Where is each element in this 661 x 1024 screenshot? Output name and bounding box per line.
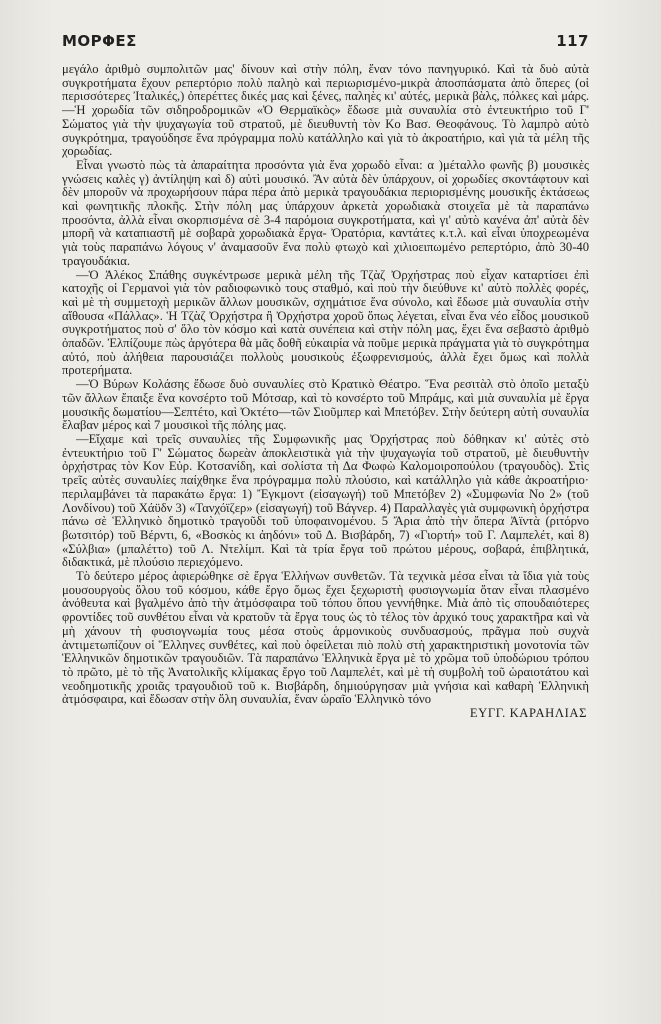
page-number: 117: [556, 32, 589, 50]
paragraph-continued: μεγάλο ἀριθμὸ συμπολιτῶν μας' δίνουν καὶ στὴν πόλη, ἕναν τόνο πανηγυρικό. Καὶ τὰ δυὸ αὐτὰ συγκροτήματα ἔχουν ρεπερτόριο πολὺ παληὸ καὶ περιωρισμένο-μικρὰ ἀποσπάσματα ἀπὸ ὄπερες (οἱ περισσότερες Ἰταλικές,) ὀπερέττες δικές μας καὶ ξένες, παληὲς κι' αὐτές, μερικὰ βὰλς, πόλκες καὶ μάρς.—Ἡ χορωδία τῶν σιδηροδρομικῶν «Ὁ Θερμαϊκὸς» ἔδωσε μιὰ συναυλία στὸ ἐντευκτήριο τοῦ Γ' Σώματος γιὰ τὴν ψυχαγωγία τοῦ στρατοῦ, μὲ διευθυντὴ τὸν Κο Βασ. Θεοφάνους. Τὸ λαμπρὸ αὐτὸ συγκρότημα, τραγούδησε ἕνα πρόγραμμα πολὺ κατάλληλο καὶ γιὰ τὸ ἀκροατήριο, καὶ γιὰ τὰ μέλη τῆς χορωδίας.: [62, 62, 589, 159]
paragraph-symphonic-concerts: —Εἴχαμε καὶ τρεῖς συναυλίες τῆς Συμφωνικῆς μας Ὀρχήστρας ποὺ δόθηκαν κι' αὐτὲς στὸ ἐντευκτήριο τοῦ Γ' Σώματος δωρεὰν ἀποκλειστικὰ γιὰ τὴν ψυχαγωγία τοῦ στρατοῦ, μὲ διευθυντὴν ὀρχήστρας τὸν Κον Εὐρ. Κοτσανίδη, καὶ σολίστα τὴ Δα Φωφὼ Καλομοιροπούλου (τραγουδὸς). Στὶς τρεῖς αὐτὲς συναυλίες παίχθηκε ἕνα πρόγραμμα πολὺ πλούσιο, καὶ κατάλληλο γιὰ κάθε ἀκροατήριο· περιλαμβάνει τὰ παρακάτω ἔργα: 1) Ἔγκμοντ (εἰσαγωγή) τοῦ Μπετόβεν 2) «Συμφωνία Νο 2» (τοῦ Λονδίνου) τοῦ Χάϋδν 3) «Τανχόϊζερ» (εἰσαγωγή) τοῦ Βάγνερ. 4) Παραλλαγὲς γιὰ συμφωνικὴ ὀρχήστρα πάνω σὲ Ἑλληνικὸ δημοτικὸ τραγοῦδι τοῦ ὑποφαινομένου. 5 Ἄρια ἀπὸ τὴν ὄπερα Ἀϊντὰ (ριτόρνο βωτσιτόρ) τοῦ Βέρντι, 6, «Βοσκὸς κι ἀηδόνι» τοῦ Δ. Βισβάρδη, 7) «Γιορτή» τοῦ Γ. Λαμπελέτ, καὶ 8) «Σύλβια» (μπαλέττο) τοῦ Λ. Ντελίμπ. Καὶ τὰ τρία ἔργα τοῦ πρώτου μέρους, σοβαρά, ἐπιβλητικά, διδακτικά, μὲ πλούσιο περιεχόμενο.: [62, 431, 589, 570]
article-body: [62, 63, 589, 721]
signature-line: [62, 707, 589, 721]
paragraph-choir-qualities: Εἶναι γνωστὸ πὼς τὰ ἀπαραίτητα προσόντα γιὰ ἕνα χορωδὸ εἶναι: α )μέταλλο φωνῆς β) μουσικὲς γνώσεις καλὲς γ) ἀντίληψη καὶ δ) αὐτὶ μουσικό. Ἂν αὐτὰ δὲν ὑπάρχουν, οἱ χορωδίες σκοντάφτουν καὶ δὲν μποροῦν νὰ προχωρήσουν πάρα πέρα ἀπὸ μερικὰ τραγουδάκια περιορισμένης μουσικῆς ἐκτάσεως καὶ φωνητικῆς πλοκῆς. Στὴν πόλη μας ὑπάρχουν ἀρκετὰ χορωδιακὰ στοιχεῖα μὲ τὰ παραπάνω προσόντα, ἀλλὰ εἶναι σκορπισμένα σὲ 3-4 παρόμοια συγκροτήματα, καὶ γι' αὐτὸ κανένα ἀπ' αὐτὰ δὲν μπορῆ νὰ καταπιαστῆ μὲ σοβαρὰ χορωδιακὰ ἔργα- Ὀρατόρια, καντάτες κ.τ.λ. καὶ εἶναι ὑποχρεωμένα γιὰ τοὺς παραπάνω λόγους ν' ἀναμασοῦν ἕνα πολὺ φτωχὸ καὶ χιλιοειπωμένο ρεπερτόριο, ἀπὸ 30-40 τραγουδάκια.: [62, 157, 589, 268]
paragraph-greek-composers: Τὸ δεύτερο μέρος ἀφιερώθηκε σὲ ἔργα Ἑλλήνων συνθετῶν. Τὰ τεχνικὰ μέσα εἶναι τὰ ἴδια γιὰ τοὺς μουσουργοὺς ὅλου τοῦ κόσμου, κάθε ἔργο ὅμως ἔχει ξεχωριστὴ φυσιογνωμία ὅταν εἶναι πλασμένο ἀνόθευτα καὶ βγαλμένο ἀπὸ τὴν ἀτμόσφαιρα τοῦ τόπου ὅπου γεννήθηκε. Μιὰ ἀπὸ τὶς σπουδαιότερες φροντίδες τοῦ συνθέτου εἶναι νὰ κρατοῦν τὰ ἔργα τους ὡς τὸ τέλος τὸν ἀρχικό τους χαρακτῆρα καὶ νὰ μὴ χάνουν τὴ φυσιογνωμία τους μέσα στοὺς ἁρμονικοὺς συνδυασμούς, πρᾶγμα ποὺ συχνὰ ἀντιμετωπίζουν οἱ Ἕλληνες συνθέτες, καὶ ποὺ ὀφείλεται πιὸ πολὺ στὴ χαρακτηριστικὴ μονοτονία τῶν Ἑλληνικῶν δημοτικῶν τραγουδιῶν. Τὰ παραπάνω Ἑλληνικὰ ἔργα μὲ τὸ χρῶμα τοῦ ὑποδώριου τρόπου τὸ πρῶτο, μὲ τὸ τῆς Ἀνατολικῆς κλίμακας ἔργο τοῦ Λαμπελέτ, καὶ μὲ τὴ συμβολὴ τοῦ ὡραιοτάτου καὶ νεοδημοτικῆς χροιᾶς τραγουδιοῦ τοῦ κ. Βισβάρδη, δημιούργησαν μιὰ γνήσια καὶ καθαρὴ Ἑλληνικὴ ἀτμόσφαιρα, καὶ ἔδωσαν στὴν ὅλη συναυλία, ἕναν ὡραῖο Ἑλληνικὸ τόνο: [62, 569, 589, 707]
author-signature: ΕΥΓΓ. ΚΑΡΑΗΛΙΑΣ: [469, 706, 587, 721]
page-header: [62, 32, 589, 50]
running-title: ΜΟΡΦΕΣ: [62, 32, 137, 50]
paragraph-jazz-orchestra: —Ὁ Ἀλέκος Σπάθης συγκέντρωσε μερικὰ μέλη τῆς Τζὰζ Ὀρχήστρας ποὺ εἶχαν καταρτίσει ἐπὶ κατοχῆς οἱ Γερμανοὶ γιὰ τὸν ραδιοφωνικὸ τους σταθμό, καὶ ποὺ τὴν διεύθυνε κι' αὐτὸ πολλὲς φορές, καὶ μὲ τὴ συμμετοχὴ μερικῶν ἄλλων μουσικῶν, σχημάτισε ἕνα σύνολο, καὶ ἔδωσε μιὰ συναυλία στὴν αἴθουσα «Πάλλας». Ἡ Τζὰζ Ὀρχήστρα ἢ Ὀρχήστρα χοροῦ ὅπως λέγεται, εἶναι ἕνα νέο εἶδος μουσικοῦ συγκροτήματος ποὺ σ' ὅλο τὸν κόσμο καὶ κατὰ συνέπεια καὶ στὴν πόλη μας, ἔχει ἕνα σεβαστὸ ἀριθμὸ ὀπαδῶν. Ἐλπίζουμε πὼς ἀργότερα θὰ μᾶς δοθῆ εὐκαιρία νὰ ποῦμε μερικὰ πράγματα γιὰ τὸ συγκρότημα αὐτό, ποὺ ἀλήθεια παρουσιάζει πολλοὺς μουσικοὺς ἐξωφρενισμούς, ἀλλὰ ἔχει ὅμως καὶ πολλὰ προτερήματα.: [62, 267, 589, 378]
paragraph-kolasis-concerts: —Ὁ Βύρων Κολάσης ἔδωσε δυὸ συναυλίες στὸ Κρατικὸ Θέατρο. Ἕνα ρεσιτὰλ στὸ ὁποῖο μεταξὺ τῶν ἄλλων ἔπαιξε ἕνα κονσέρτο τοῦ Μότσαρ, καὶ τὸ κονσέρτο τοῦ Μπράμς, καὶ μιὰ συναυλία μὲ ἔργα μουσικῆς δωματίου—Σεπτέτο, καὶ Ὀκτέτο—τῶν Σιοῦμπερ καὶ Μπετόβεν. Στὴν δεύτερη αὐτὴ συναυλία ἔλαβαν μέρος καὶ 7 μουσικοὶ τῆς πόλης μας.: [62, 377, 589, 433]
